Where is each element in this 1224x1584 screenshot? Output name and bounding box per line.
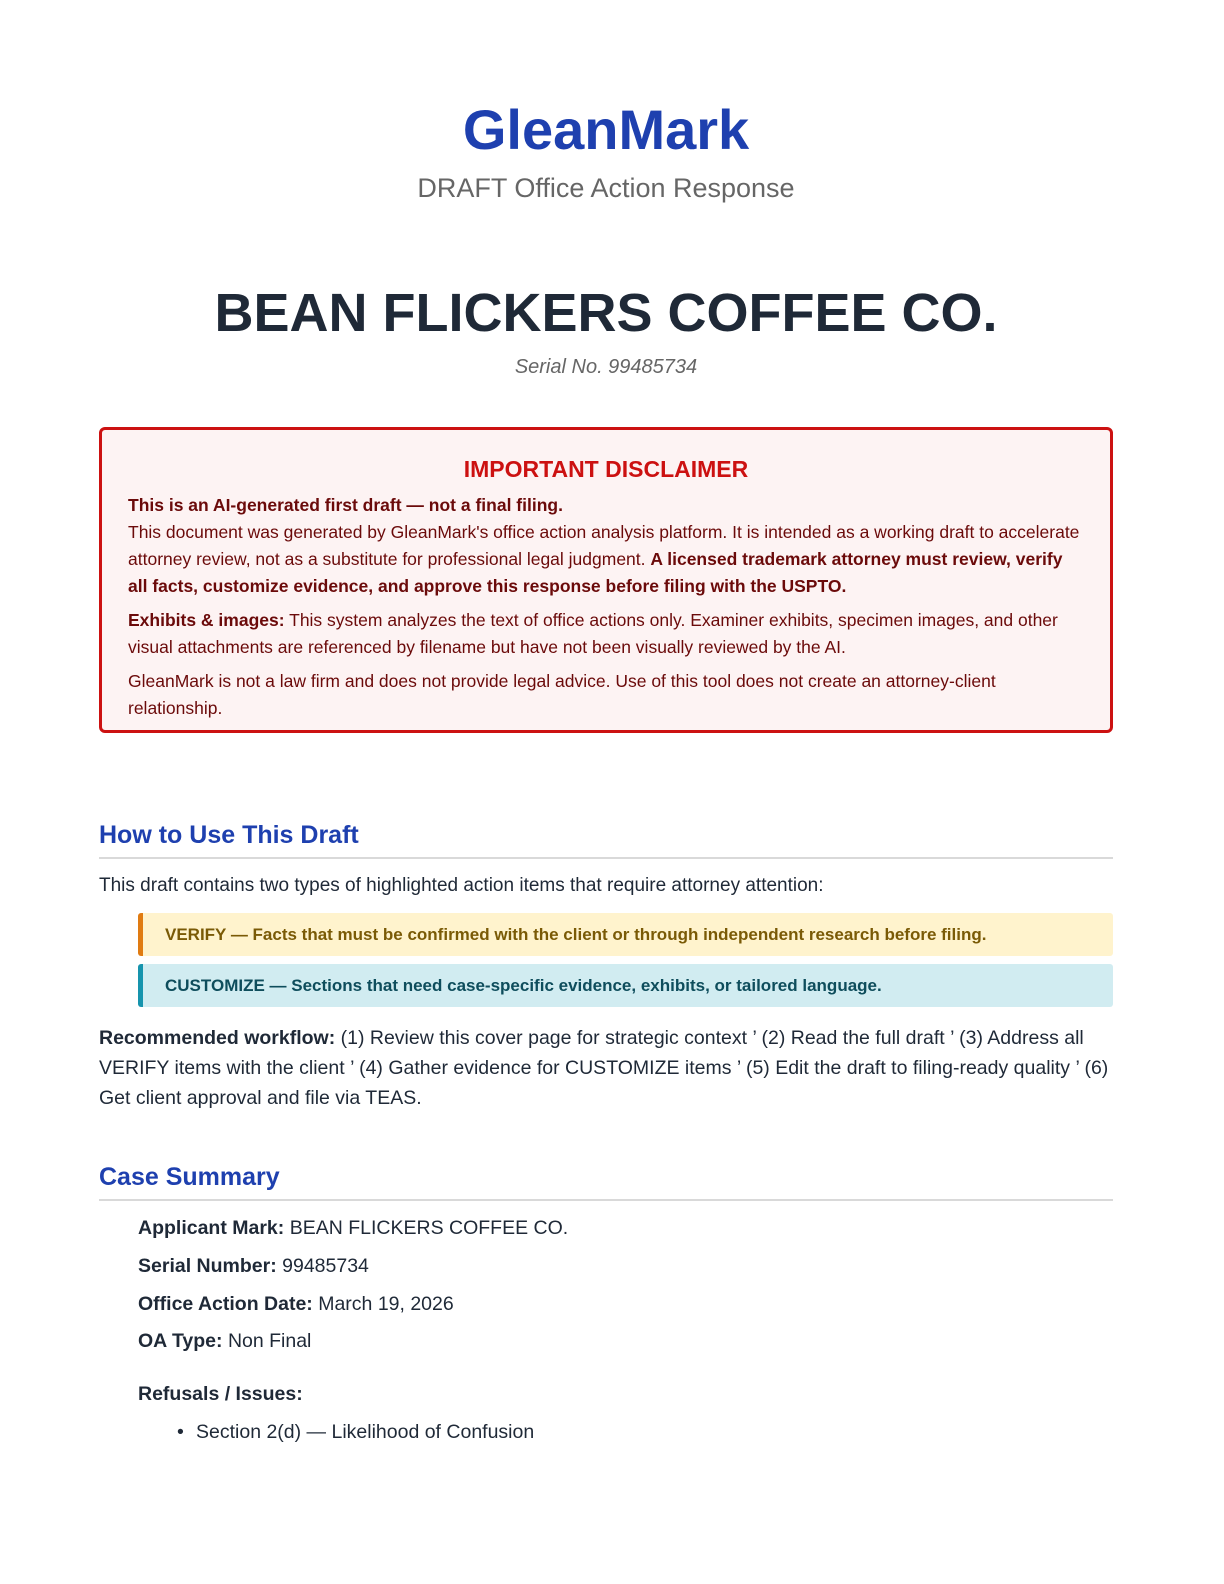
exhibits-paragraph: [128, 607, 1084, 661]
workflow-label: Recommended workflow:: [99, 1027, 336, 1049]
customize-callout: CUSTOMIZE — Sections that need case-specific evidence, exhibits, or tailored language.: [138, 964, 1113, 1007]
serial-number-value: 99485734: [282, 1255, 369, 1277]
legal-note: GleanMark is not a law firm and does not provide legal advice. Use of this tool does not create an attorney-client relationship.: [128, 671, 996, 718]
how-to-use-heading: How to Use This Draft: [99, 820, 1113, 859]
disclaimer-lead: This is an AI-generated first draft — not a final filing.: [128, 495, 563, 515]
serial-line: Serial No. 99485734: [514, 356, 698, 378]
recommended-workflow: [99, 1023, 1139, 1113]
applicant-mark-label: Applicant Mark:: [138, 1217, 285, 1239]
serial-number-row: [138, 1253, 1098, 1279]
bullet-icon: •: [177, 1421, 184, 1443]
refusal-text: Section 2(d) — Likelihood of Confusion: [196, 1421, 535, 1443]
office-action-date-label: Office Action Date:: [138, 1293, 313, 1315]
office-action-date-row: [138, 1291, 1098, 1317]
oa-type-value: Non Final: [227, 1330, 312, 1352]
refusals-row: [138, 1381, 1098, 1407]
brand-title: GleanMark: [462, 98, 750, 161]
workflow-text: (1) Review this cover page for strategic context ’ (2) Read the full draft ’ (3) Address all VERIFY items with the client ’ (4) Gather evidence for CUSTOMIZE items ’ (5) Edit the draft to filing-ready quality ’ (6) Get client approval and file via TEAS.: [99, 1027, 1109, 1109]
serial-number-label: Serial Number:: [138, 1255, 277, 1277]
disclaimer-body-bold: A licensed trademark attorney must review, verify all facts, customize evidence, and approve this response before filing with the USPTO.: [128, 549, 1063, 596]
refusal-list-item: [177, 1419, 534, 1445]
exhibits-label: Exhibits & images:: [128, 610, 285, 630]
refusals-label: Refusals / Issues:: [138, 1383, 303, 1405]
oa-type-label: OA Type:: [138, 1330, 223, 1352]
applicant-mark-value: BEAN FLICKERS COFFEE CO.: [289, 1217, 569, 1239]
disclaimer-paragraph: [128, 492, 1084, 600]
disclaimer-body: This document was generated by GleanMark's office action analysis platform. It is intended as a working draft to accelerate attorney review, not as a substitute for professional legal judgment.: [128, 522, 1080, 569]
disclaimer-box: [99, 427, 1113, 733]
disclaimer-heading: IMPORTANT DISCLAIMER: [463, 456, 749, 482]
verify-callout: VERIFY — Facts that must be confirmed with the client or through independent research before filing.: [138, 913, 1113, 956]
how-to-use-intro: This draft contains two types of highlighted action items that require attorney attention:: [99, 875, 824, 896]
mark-title: BEAN FLICKERS COFFEE CO.: [214, 283, 998, 343]
applicant-mark-row: [138, 1215, 1098, 1241]
office-action-date-value: March 19, 2026: [318, 1293, 454, 1315]
case-summary-heading: Case Summary: [99, 1162, 1113, 1201]
oa-type-row: [138, 1328, 1098, 1354]
exhibits-text: This system analyzes the text of office actions only. Examiner exhibits, specimen images, and other visual attachments are referenced by filename but have not been visually reviewed by the AI.: [128, 610, 1058, 657]
document-subtitle: DRAFT Office Action Response: [417, 173, 795, 203]
